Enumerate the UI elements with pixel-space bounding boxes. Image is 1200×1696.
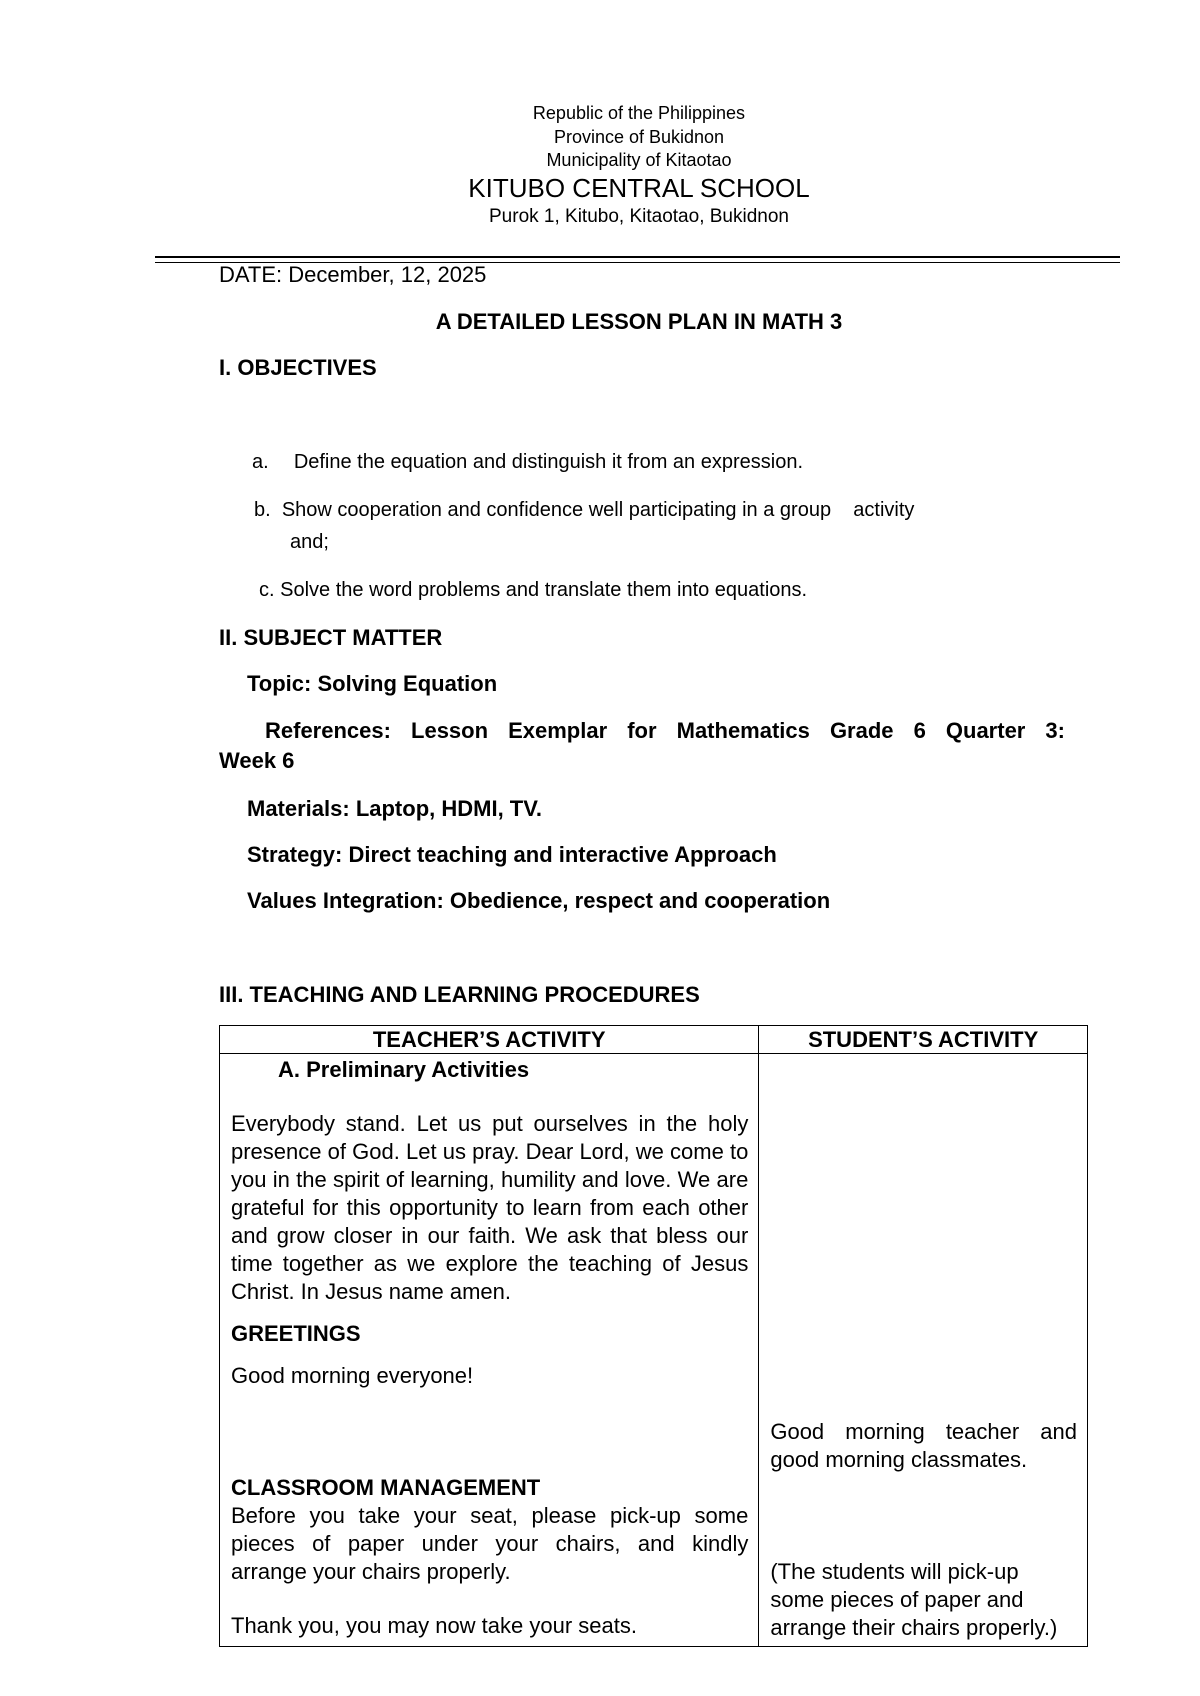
objective-a-text: Define the equation and distinguish it from an expression. [293, 451, 804, 473]
objective-b-marker: b. [254, 499, 271, 521]
preliminary-activities-heading: A. Preliminary Activities [278, 1057, 530, 1082]
references-line: References: Lesson Exemplar for Mathematics Grade 6 Quarter 3: [265, 718, 1065, 743]
greetings-teacher-text: Good morning everyone! [231, 1363, 474, 1388]
objective-c [259, 574, 807, 606]
subject-matter-heading: II. SUBJECT MATTER [219, 625, 443, 650]
classroom-management-heading: CLASSROOM MANAGEMENT [231, 1475, 541, 1500]
header-republic: Republic of the Philippines [532, 103, 746, 123]
take-seats-text: Thank you, you may now take your seats. [231, 1613, 637, 1638]
objective-b-text: Show cooperation and confidence well participating in a group activity [281, 499, 915, 521]
student-activity-cell [759, 1054, 1088, 1647]
table-row [220, 1054, 1088, 1647]
objective-c-marker: c. [259, 579, 275, 601]
school-address: Purok 1, Kitubo, Kitaotao, Bukidnon [489, 206, 789, 227]
table-header-row [220, 1026, 1088, 1054]
topic-line: Topic: Solving Equation [247, 671, 498, 696]
greetings-heading: GREETINGS [231, 1321, 361, 1346]
student-activity-header: STUDENT’S ACTIVITY [759, 1026, 1088, 1054]
classroom-management-teacher-text: Before you take your seat, please pick-up some pieces of paper under your chairs, and kindly arrange your chairs properly. [231, 1503, 749, 1584]
header-province: Province of Bukidnon [553, 127, 725, 147]
procedures-heading: III. TEACHING AND LEARNING PROCEDURES [219, 982, 700, 1007]
lesson-plan-title: A DETAILED LESSON PLAN IN MATH 3 [435, 309, 843, 334]
objective-b-continuation: and; [290, 531, 329, 553]
objective-a-marker: a. [252, 451, 269, 473]
opening-prayer: Everybody stand. Let us put ourselves in the holy presence of God. Let us pray. Dear Lord, we come to you in the spirit of learning, humility and love. We are grateful for this opportunity to learn from each other and grow closer in our faith. We ask that bless our time together as we explore the teaching of Jesus Christ. In Jesus name amen. [231, 1111, 749, 1304]
classroom-management-student-text: (The students will pick-up some pieces of paper and arrange their chairs properly.) [770, 1559, 1058, 1640]
date-line: DATE: December, 12, 2025 [219, 262, 487, 287]
objective-c-text: Solve the word problems and translate them into equations. [280, 579, 808, 601]
objective-b [254, 494, 914, 526]
materials-line: Materials: Laptop, HDMI, TV. [247, 796, 543, 821]
references-continuation: Week 6 [219, 748, 295, 773]
objectives-heading: I. OBJECTIVES [219, 355, 377, 380]
school-name: KITUBO CENTRAL SCHOOL [468, 173, 810, 203]
header-municipality: Municipality of Kitaotao [546, 150, 732, 170]
objective-a [252, 446, 803, 478]
values-line: Values Integration: Obedience, respect and cooperation [247, 888, 831, 913]
header-divider-thick [155, 256, 1120, 258]
teacher-activity-cell [220, 1054, 759, 1647]
greetings-student-text: Good morning teacher and good morning classmates. [770, 1419, 1077, 1472]
activities-table [219, 1025, 1088, 1647]
teacher-activity-header: TEACHER’S ACTIVITY [220, 1026, 759, 1054]
strategy-line: Strategy: Direct teaching and interactive Approach [247, 842, 777, 867]
